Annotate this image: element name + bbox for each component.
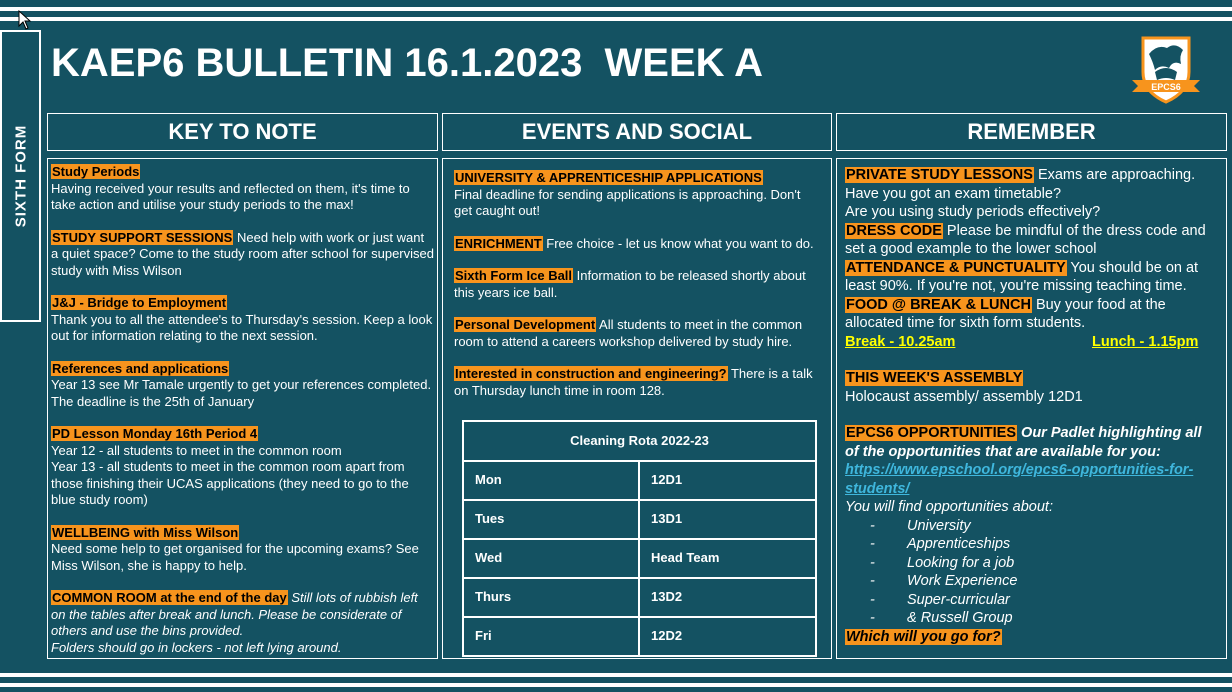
opportunities-list xyxy=(845,517,1218,628)
event-enrichment xyxy=(454,236,821,253)
remember-text: Exams are approaching. Have you got an exam timetable? xyxy=(845,167,1196,202)
note-text: Thank you to all the attendee's to Thursday's session. Keep a look out for information relating to the next session. xyxy=(51,311,433,343)
rota-group: 13D1 xyxy=(639,500,816,539)
rota-header-row xyxy=(463,421,816,461)
note-heading: References and applications xyxy=(52,360,229,376)
note-text: Need help with work or just want a quiet space? Come to the study room after school for supervised study with Miss Wilson xyxy=(51,229,434,278)
note-heading: STUDY SUPPORT SESSIONS xyxy=(52,229,233,245)
remember-text: Our Padlet highlighting all of the opportunities that are available for you: xyxy=(845,425,1202,460)
key-to-note-panel xyxy=(47,158,438,659)
epcs6-crest-icon xyxy=(1131,34,1201,104)
opportunities-intro: You will find opportunities about: xyxy=(845,499,1053,515)
list-item: - Super-curricular xyxy=(870,591,1010,608)
event-text: There is a talk on Thursday lunch time in room 128. xyxy=(454,366,813,398)
rota-title: Cleaning Rota 2022-23 xyxy=(463,421,816,461)
event-heading: Sixth Form Ice Ball xyxy=(455,268,573,283)
table-row xyxy=(463,617,816,656)
events-header: EVENTS AND SOCIAL xyxy=(442,113,832,151)
events-panel xyxy=(442,158,832,659)
rota-day: Wed xyxy=(463,539,639,578)
remember-header: REMEMBER xyxy=(836,113,1227,151)
note-text: Folders should go in lockers - not left lying around. xyxy=(51,639,342,655)
note-text: Still lots of rubbish left on the tables after break and lunch. Please be considerate of others and use the bins provided. xyxy=(51,590,418,638)
sixth-form-label: SIXTH FORM xyxy=(12,124,29,228)
event-heading: ENRICHMENT xyxy=(455,235,542,251)
bottom-stripe xyxy=(0,683,1232,687)
list-item: - University xyxy=(870,517,971,534)
remember-text: You should be on at least 90%. If you're not, you're missing teaching time. xyxy=(845,259,1199,294)
list-item: - & Russell Group xyxy=(870,610,1013,626)
event-applications xyxy=(454,170,821,220)
remember-heading: DRESS CODE xyxy=(846,222,942,239)
note-heading: PD Lesson Monday 16th Period 4 xyxy=(52,426,258,441)
table-row xyxy=(463,500,816,539)
top-stripe xyxy=(0,17,1232,21)
note-references xyxy=(51,361,434,411)
remember-text: Are you using study periods effectively? xyxy=(845,204,1101,220)
note-pd-lesson xyxy=(51,426,434,509)
note-text: Having received your results and reflected on them, it's time to take action and utilise your study periods to the max! xyxy=(51,180,410,212)
remember-text: Please be mindful of the dress code and set a good example to the lower school xyxy=(845,222,1206,257)
remember-private-study xyxy=(845,166,1218,222)
closing-question: Which will you go for? xyxy=(846,628,1001,645)
remember-food xyxy=(845,296,1218,333)
opportunities-link[interactable]: https://www.epschool.org/epcs6-opportunities-for-students/ xyxy=(845,462,1194,497)
key-to-note-header: KEY TO NOTE xyxy=(47,113,438,151)
page-title: KAEP6 BULLETIN 16.1.2023 WEEK A xyxy=(51,41,764,85)
note-text: Year 13 see Mr Tamale urgently to get your references completed. The deadline is the 25th of January xyxy=(51,377,432,409)
cursor-arrow-icon xyxy=(18,10,32,30)
event-heading: Personal Development xyxy=(455,317,596,332)
remember-panel xyxy=(836,158,1227,659)
event-text: Final deadline for sending applications is approaching. Don't get caught out! xyxy=(454,186,801,218)
event-text: Free choice - let us know what you want to do. xyxy=(542,235,814,251)
remember-text: Buy your food at the allocated time for sixth form students. xyxy=(845,296,1166,331)
list-item: - Work Experience xyxy=(870,573,1018,589)
note-study-periods xyxy=(51,164,434,214)
note-text: Need some help to get organised for the upcoming exams? See Miss Wilson, she is happy to help. xyxy=(51,541,419,573)
note-text: Year 13 - all students to meet in the common room apart from those finishing their UCAS applications (they need to go to the blue study room) xyxy=(51,459,409,507)
rota-day: Fri xyxy=(463,617,639,656)
note-heading: Study Periods xyxy=(52,164,140,179)
list-item: - Apprenticeships xyxy=(870,536,1011,552)
note-heading: COMMON ROOM at the end of the day xyxy=(52,590,287,605)
note-common-room xyxy=(51,590,434,656)
event-personal-development xyxy=(454,317,821,350)
rota-day: Mon xyxy=(463,461,639,500)
sixth-form-tab xyxy=(0,30,41,322)
bottom-stripe xyxy=(0,673,1232,677)
rota-group: 13D2 xyxy=(639,578,816,617)
remember-heading: PRIVATE STUDY LESSONS xyxy=(846,167,1033,183)
remember-heading: EPCS6 OPPORTUNITIES xyxy=(846,425,1017,441)
remember-assembly xyxy=(845,369,1218,406)
event-heading: UNIVERSITY & APPRENTICESHIP APPLICATIONS xyxy=(455,170,762,185)
rota-group: 12D1 xyxy=(639,461,816,500)
note-heading: WELLBEING with Miss Wilson xyxy=(52,524,239,540)
note-wellbeing xyxy=(51,525,434,575)
event-ice-ball xyxy=(454,268,821,301)
note-study-support xyxy=(51,230,434,280)
remember-text: Holocaust assembly/ assembly 12D1 xyxy=(845,388,1083,405)
table-row xyxy=(463,461,816,500)
note-text: Year 12 - all students to meet in the common room xyxy=(51,442,342,458)
note-bridge-employment xyxy=(51,295,434,345)
event-construction xyxy=(454,366,821,399)
note-heading: J&J - Bridge to Employment xyxy=(52,295,227,310)
remember-heading: THIS WEEK'S ASSEMBLY xyxy=(846,370,1023,386)
remember-heading: ATTENDANCE & PUNCTUALITY xyxy=(846,259,1066,276)
cleaning-rota-table xyxy=(462,420,817,657)
event-text: All students to meet in the common room to attend a careers workshop delivered by study hire. xyxy=(454,317,803,349)
meal-times xyxy=(845,333,1218,352)
table-row xyxy=(463,578,816,617)
logo-text: EPCS6 xyxy=(1151,82,1181,92)
remember-dress-code xyxy=(845,222,1218,259)
event-text: Information to be released shortly about this years ice ball. xyxy=(454,268,806,300)
break-time: Break - 10.25am xyxy=(845,333,956,350)
rota-group: Head Team xyxy=(639,539,816,578)
remember-attendance xyxy=(845,259,1218,296)
table-row xyxy=(463,539,816,578)
top-stripe xyxy=(0,7,1232,11)
list-item: - Looking for a job xyxy=(870,554,1015,571)
rota-group: 12D2 xyxy=(639,617,816,656)
rota-day: Thurs xyxy=(463,578,639,617)
rota-day: Tues xyxy=(463,500,639,539)
remember-heading: FOOD @ BREAK & LUNCH xyxy=(846,296,1031,313)
event-heading: Interested in construction and engineering? xyxy=(455,366,727,381)
lunch-time: Lunch - 1.15pm xyxy=(1092,333,1199,350)
remember-opportunities xyxy=(845,424,1218,646)
